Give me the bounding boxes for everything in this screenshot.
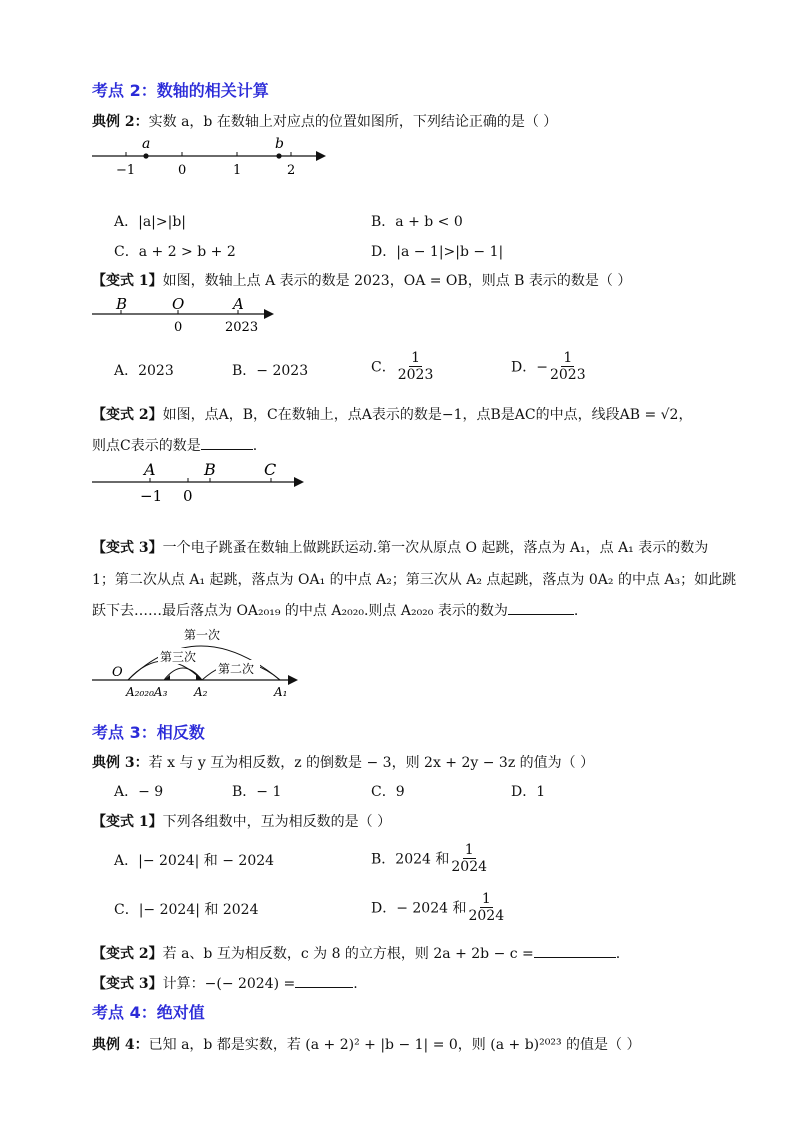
variant-3 [92, 537, 708, 557]
option-prefix: D．− [511, 359, 548, 376]
example-label: 典例 4： [92, 1037, 149, 1053]
option-c [371, 350, 435, 383]
variant-label: 【变式 1】 [92, 814, 163, 830]
option-prefix: D．− 2024 和 [371, 900, 467, 917]
option-c: C．|− 2024| 和 2024 [114, 902, 259, 918]
variant-text: 如图，数轴上点 A 表示的数是 2023，OA = OB，则点 B 表示的数是（ ） [162, 273, 632, 289]
variant-text: 则点C表示的数是 [92, 438, 201, 454]
denominator: 2023 [549, 367, 586, 383]
variant-text: 计算：−(− 2024) = [162, 976, 296, 992]
point-O-label: O [172, 295, 185, 313]
example-4 [92, 1034, 640, 1054]
numerator: 1 [464, 842, 474, 858]
answer-blank[interactable] [508, 600, 574, 615]
variant-text: 跃下去……最后落点为 OA₂₀₁₉ 的中点 A₂₀₂₀.则点 A₂₀₂₀ 表示的数为 [92, 603, 508, 619]
fraction [548, 350, 588, 383]
denominator: 2024 [468, 908, 505, 924]
number-line-1 [88, 134, 338, 180]
option-prefix: C． [371, 359, 396, 376]
numerator: 1 [481, 891, 491, 907]
section-title-3: 考点 3：相反数 [92, 723, 205, 742]
example-text: 已知 a，b 都是实数，若 (a + 2)² + |b − 1| = 0，则 (a + b)²⁰²³ 的值是（ ） [148, 1037, 641, 1053]
variant-text: 若 a、b 互为相反数，c 为 8 的立方根，则 2a + 2b − c = [162, 946, 534, 962]
option-b: B．− 1 [232, 784, 282, 800]
example-label: 典例 3： [92, 755, 149, 771]
tick-label: 2023 [225, 320, 259, 335]
example-label: 典例 2： [92, 114, 149, 130]
variant-2 [92, 404, 692, 424]
jump-first-label: 第一次 [184, 628, 221, 642]
option-d: D．|a − 1|>|b − 1| [371, 244, 504, 260]
example-3 [92, 752, 594, 772]
point-a-label: a [142, 136, 151, 152]
point-C-label: C [264, 460, 277, 479]
point-B-label: B [204, 460, 216, 479]
option-d [511, 350, 588, 383]
variant-label: 【变式 1】 [92, 273, 163, 289]
option-b [371, 842, 489, 875]
variant-3-line3 [92, 600, 578, 620]
variant-3-line2: 1；第二次从点 A₁ 起跳，落点为 OA₁ 的中点 A₂；第三次从 A₂ 点起跳，落点为 0A₂ 的中点 A₃；如此跳 [92, 572, 737, 588]
tick-label: 1 [233, 163, 242, 178]
option-c: C．9 [371, 784, 405, 800]
option-a: A．− 9 [114, 784, 164, 800]
section-title-4: 考点 4：绝对值 [92, 1003, 205, 1022]
option-b: B．a + b < 0 [371, 214, 463, 230]
option-d [371, 891, 506, 924]
variant-3 [92, 973, 358, 993]
period: . [353, 976, 358, 992]
fraction [466, 891, 506, 924]
variant-2-line2 [92, 435, 257, 455]
variant-label: 【变式 2】 [92, 407, 163, 423]
point-a2020a3-label: A₂₀₂₀A₃ [126, 685, 168, 699]
number-line-2 [88, 294, 288, 336]
denominator: 2024 [451, 859, 488, 875]
variant-label: 【变式 3】 [92, 976, 163, 992]
option-a: A．|− 2024| 和 − 2024 [114, 853, 275, 869]
denominator: 2023 [397, 367, 434, 383]
option-a: A．|a|>|b| [114, 214, 187, 230]
tick-label: −1 [140, 487, 163, 505]
option-prefix: B．2024 和 [371, 851, 450, 868]
numerator: 1 [411, 350, 420, 366]
answer-blank[interactable] [534, 943, 616, 958]
option-c: C．a + 2 > b + 2 [114, 244, 236, 260]
variant-label: 【变式 3】 [92, 540, 163, 556]
variant-text: 下列各组数中，互为相反数的是（ ） [162, 814, 392, 830]
point-A-label: A [144, 460, 156, 479]
origin-label: O [112, 665, 123, 680]
variant-text: 一个电子跳蚤在数轴上做跳跃运动.第一次从原点 O 起跳，落点为 A₁，点 A₁ 表示的数为 [162, 540, 709, 556]
fraction [449, 842, 489, 875]
option-a: A．2023 [114, 363, 174, 379]
number-line-3 [88, 460, 318, 506]
point-b-label: b [275, 136, 284, 152]
example-text: 实数 a，b 在数轴上对应点的位置如图所，下列结论正确的是（ ） [148, 114, 558, 130]
tick-label: 0 [174, 320, 183, 335]
numerator: 1 [563, 350, 573, 366]
tick-label: 0 [178, 163, 187, 178]
variant-1 [92, 270, 631, 290]
fraction [396, 350, 436, 383]
jump-third-label: 第三次 [160, 650, 197, 664]
answer-blank[interactable] [295, 973, 353, 988]
period: . [252, 438, 258, 454]
section-title-2: 考点 2：数轴的相关计算 [92, 81, 269, 100]
jump-second-label: 第二次 [218, 662, 255, 676]
answer-blank[interactable] [201, 435, 253, 450]
variant-1 [92, 811, 391, 831]
tick-label: −1 [116, 163, 136, 178]
variant-2 [92, 943, 620, 963]
example-2 [92, 111, 557, 131]
jump-diagram [88, 620, 308, 702]
example-text: 若 x 与 y 互为相反数，z 的倒数是 − 3，则 2x + 2y − 3z 的值为（ ） [148, 755, 595, 771]
variant-text: 如图，点A，B，C在数轴上，点A表示的数是−1，点B是AC的中点，线段AB = √2， [162, 407, 693, 423]
period: . [573, 603, 579, 619]
period: . [615, 946, 621, 962]
option-b: B．− 2023 [232, 363, 309, 379]
point-B-label: B [116, 295, 128, 313]
point-A-label: A [233, 295, 244, 313]
tick-label: 2 [287, 163, 296, 178]
point-a2-label: A₂ [194, 685, 208, 699]
variant-label: 【变式 2】 [92, 946, 163, 962]
point-a1-label: A₁ [274, 685, 288, 699]
option-d: D．1 [511, 784, 546, 800]
tick-label: 0 [183, 487, 193, 505]
